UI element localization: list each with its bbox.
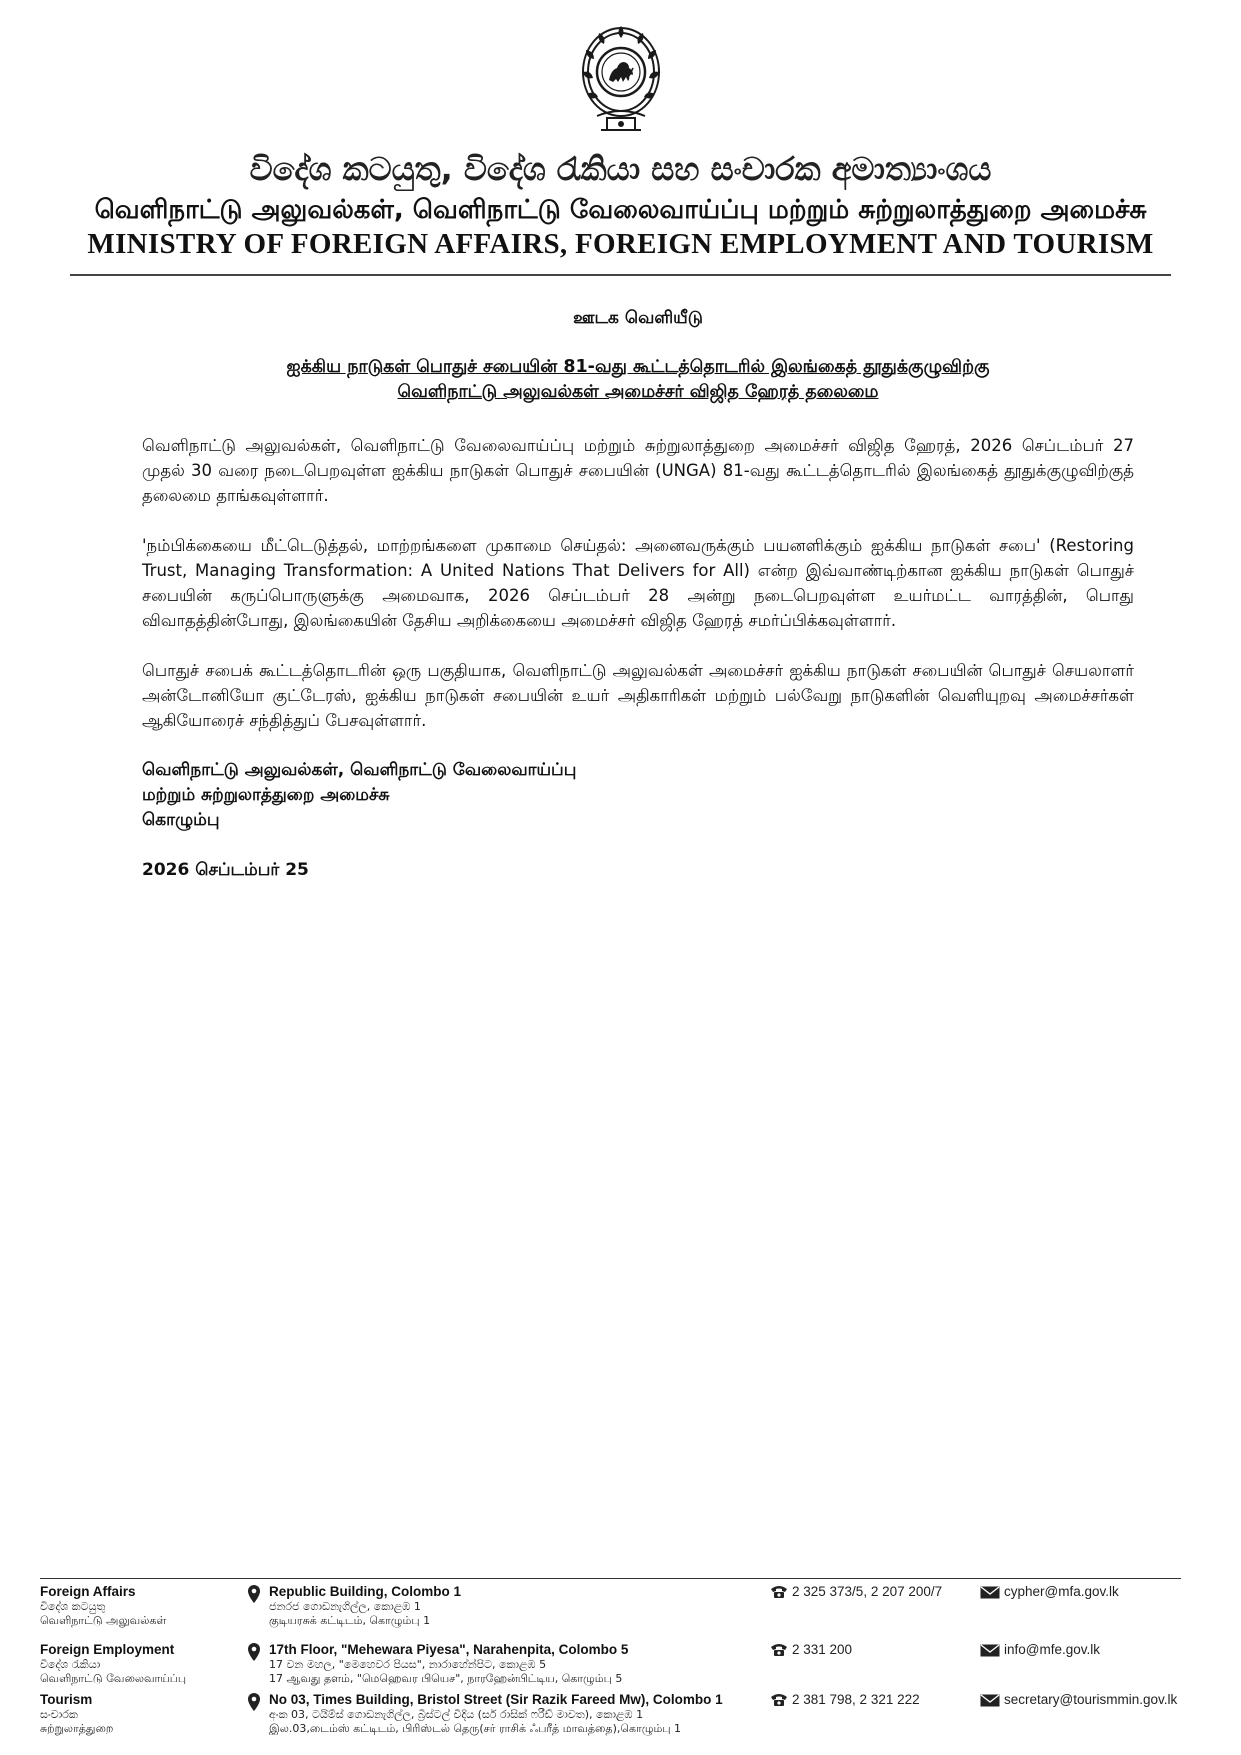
signoff-line-1: வெளிநாட்டு அலுவல்கள், வெளிநாட்டு வேலைவாய்ப்பு — [142, 760, 577, 780]
department-name-en: Foreign Employment — [40, 1642, 175, 1657]
signoff-line-3: கொழும்பு — [142, 810, 220, 830]
ministry-title-sinhala: විදේශ කටයුතු, විදේශ රැකියා සහ සංචාරක අමාත්‍යාංශය — [249, 150, 992, 188]
footer-address — [247, 1692, 767, 1736]
ministry-title-tamil: வெளிநாட்டு அலுவல்கள், வெளிநாட்டு வேலைவாய்ப்பு மற்றும் சுற்றுலாத்துறை அமைச்சு — [94, 195, 1147, 225]
department-name-en: Foreign Affairs — [40, 1584, 136, 1599]
department-name-en: Tourism — [40, 1692, 93, 1707]
department-name-si: සංචාරක — [40, 1708, 78, 1721]
address-en: 17th Floor, "Mehewara Piyesa", Narahenpita, Colombo 5 — [269, 1642, 629, 1657]
headline-line-2: வெளிநாட்டு அலுவல்கள் அமைச்சர் விஜித ஹேரத் தலைமை — [397, 382, 879, 402]
department-name-si: විදේශ රැකියා — [40, 1658, 101, 1671]
footer-divider — [40, 1578, 1181, 1579]
address-si: අංක 03, ටයිම්ස් ගොඩනැගිල්ල, බ්‍රිස්ටල් වීදිය (සර් රාසික් ෆරීඩ් මාවත), කොළඹ 1 — [269, 1708, 644, 1721]
location-pin-icon — [247, 1643, 261, 1661]
footer-row-foreign-affairs — [40, 1584, 1200, 1640]
address-si: 17 වන මහල, "මෙහෙවර පියස", නාරාහේන්පිට, කොළඹ 5 — [269, 1658, 547, 1671]
footer-phone — [770, 1642, 852, 1658]
address-en: Republic Building, Colombo 1 — [269, 1584, 461, 1599]
envelope-icon — [980, 1644, 1000, 1657]
address-ta: 17 ஆவது தளம், "மெஹெவர பியெச", நாரஹேன்பிட்டிய, கொழும்பு 5 — [269, 1672, 623, 1685]
email-address[interactable]: secretary@tourismmin.gov.lk — [1004, 1692, 1178, 1707]
headline-line-1: ஐக்கிய நாடுகள் பொதுச் சபையின் 81-வது கூட்டத்தொடரில் இலங்கைத் தூதுக்குழுவிற்கு — [286, 357, 990, 377]
footer-row-foreign-employment — [40, 1642, 1200, 1698]
footer-department — [40, 1584, 240, 1628]
phone-number[interactable]: 2 325 373/5, 2 207 200/7 — [792, 1584, 943, 1599]
envelope-icon — [980, 1586, 1000, 1599]
headline — [142, 355, 1134, 405]
signoff-line-2: மற்றும் சுற்றுலாத்துறை அமைச்சு — [142, 785, 390, 805]
address-en: No 03, Times Building, Bristol Street (Sir Razik Fareed Mw), Colombo 1 — [269, 1692, 723, 1707]
email-address[interactable]: info@mfe.gov.lk — [1004, 1642, 1100, 1657]
location-pin-icon — [247, 1693, 261, 1711]
paragraph-3: பொதுச் சபைக் கூட்டத்தொடரின் ஒரு பகுதியாக, வெளிநாட்டு அலுவல்கள் அமைச்சர் ஐக்கிய நாடுகள் சபையின் பொதுச் செயலாளர் அன்டோனியோ குட்டேரஸ், ஐக்கிய நாடுகள் சபையின் உயர் அதிகாரிகள் மற்றும் பல்வேறு நாடுகளின் வெளியுறவு அமைச்சர்கள் ஆகியோரைச் சந்தித்துப் பேசவுள்ளார். — [142, 661, 1134, 730]
email-address[interactable]: cypher@mfa.gov.lk — [1004, 1584, 1119, 1599]
envelope-icon — [980, 1694, 1000, 1707]
footer-department — [40, 1642, 240, 1686]
footer-row-tourism — [40, 1692, 1200, 1748]
release-date: 2026 செப்டம்பர் 25 — [142, 860, 309, 880]
paragraph-1: வெளிநாட்டு அலுவல்கள், வெளிநாட்டு வேலைவாய்ப்பு மற்றும் சுற்றுலாத்துறை அமைச்சர் விஜித ஹேரத், 2026 செப்டம்பர் 27 முதல் 30 வரை நடைபெறவுள்ள ஐக்கிய நாடுகள் பொதுச் சபையின் (UNGA) 81-வது கூட்டத்தொடரில் இலங்கைத் தூதுக்குழுவிற்குத் தலைமை தாங்கவுள்ளார். — [142, 436, 1134, 505]
footer-email — [980, 1642, 1100, 1658]
phone-number[interactable]: 2 331 200 — [792, 1642, 853, 1657]
department-name-ta: வெளிநாட்டு வேலைவாய்ப்பு — [40, 1672, 187, 1685]
national-emblem-icon — [577, 20, 665, 138]
address-ta: இல.03,டைம்ஸ் கட்டிடம், பிரிஸ்டல் தெரு(சர் ராசிக் ஃபரீத் மாவத்தை),கொழும்பு 1 — [269, 1722, 682, 1735]
footer-department — [40, 1692, 240, 1736]
paragraph-2: 'நம்பிக்கையை மீட்டெடுத்தல், மாற்றங்களை முகாமை செய்தல்: அனைவருக்கும் பயனளிக்கும் ஐக்கிய நாடுகள் சபை' (Restoring Trust, Managing Transformation: A United Nations That Delivers for All) என்ற இவ்வாண்டிற்கான ஐக்கிய நாடுகள் பொதுச் சபையின் கருப்பொருளுக்கு அமைவாக, 2026 செப்டம்பர் 28 அன்று நடைபெறவுள்ள உயர்மட்ட வாரத்தின், பொது விவாதத்தின்போது, இலங்கையின் தேசிய அறிக்கையை அமைச்சர் விஜித ஹேரத் சமர்ப்பிக்கவுள்ளார். — [142, 536, 1134, 630]
signoff — [142, 758, 1134, 833]
telephone-icon — [770, 1643, 788, 1657]
department-name-si: විදේශ කටයුතු — [40, 1600, 106, 1613]
department-name-ta: வெளிநாட்டு அலுவல்கள் — [40, 1614, 167, 1627]
letterhead-divider — [70, 274, 1171, 276]
address-ta: குடியரசுக் கட்டிடம், கொழும்பு 1 — [269, 1614, 431, 1627]
telephone-icon — [770, 1693, 788, 1707]
press-release-body — [142, 306, 1134, 883]
phone-number[interactable]: 2 381 798, 2 321 222 — [792, 1692, 920, 1707]
footer-email — [980, 1584, 1119, 1600]
release-label: ஊடக வெளியீடு — [573, 308, 703, 328]
address-si: ජනරජ ගොඩනැගිල්ල, කොළඹ 1 — [269, 1600, 421, 1613]
footer-address — [247, 1642, 767, 1686]
telephone-icon — [770, 1585, 788, 1599]
department-name-ta: சுற்றுலாத்துறை — [40, 1722, 114, 1735]
footer-phone — [770, 1692, 920, 1708]
location-pin-icon — [247, 1585, 261, 1603]
footer-address — [247, 1584, 767, 1628]
ministry-title-english: MINISTRY OF FOREIGN AFFAIRS, FOREIGN EMPLOYMENT AND TOURISM — [87, 228, 1154, 260]
footer-phone — [770, 1584, 942, 1600]
footer-email — [980, 1692, 1177, 1708]
